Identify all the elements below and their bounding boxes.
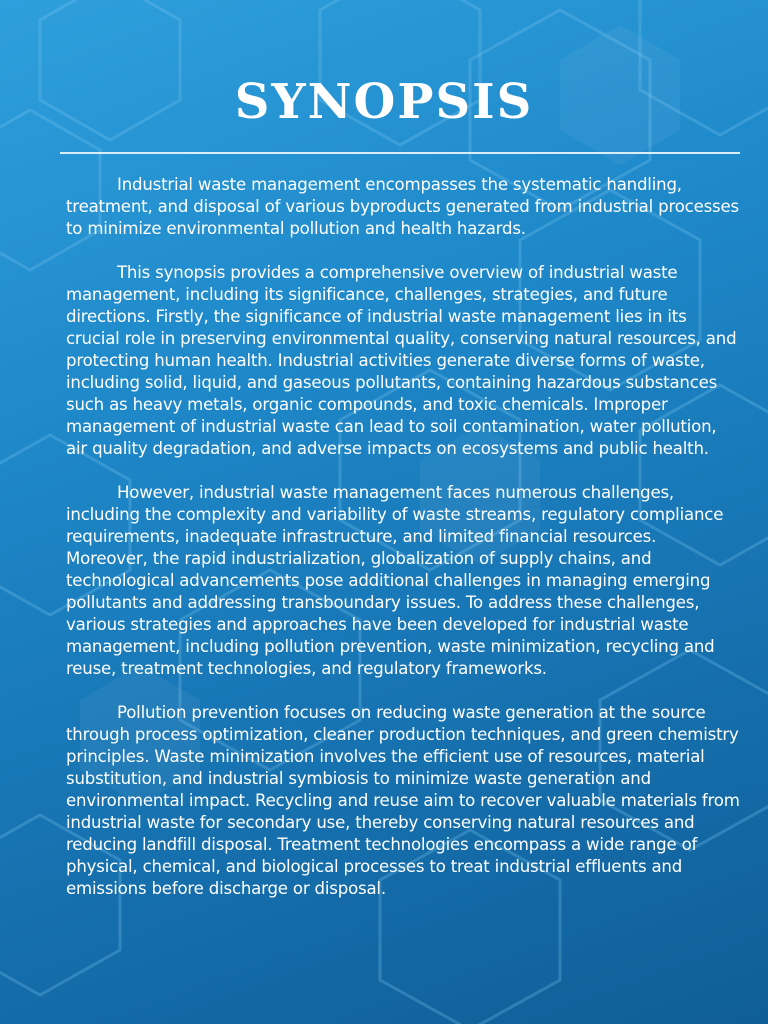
title-divider: [60, 152, 740, 154]
paragraph: However, industrial waste management faces numerous challenges, including the complexity and variability of waste streams, regulatory compliance requirements, inadequate infrastructure, and limited financial resources. Moreover, the rapid industrialization, globalization of supply chains, and technological advancements pose additional challenges in managing emerging pollutants and addressing transboundary issues. To address these challenges, various strategies and approaches have been developed for industrial waste management, including pollution prevention, waste minimization, recycling and reuse, treatment technologies, and regulatory frameworks.: [66, 483, 724, 678]
paragraph: Industrial waste management encompasses the systematic handling, treatment, and disposal of various byproducts generated from industrial processes to minimize environmental pollution and health hazards.: [66, 175, 739, 238]
paragraph: Pollution prevention focuses on reducing waste generation at the source through process optimization, cleaner production techniques, and green chemistry principles. Waste minimization involves the efficient use of resources, material substitution, and industrial symbiosis to minimize waste generation and environmental impact. Recycling and reuse aim to recover valuable materials from industrial waste for secondary use, thereby conserving natural resources and reducing landfill disposal. Treatment technologies encompass a wide range of physical, chemical, and biological processes to treat industrial effluents and emissions before discharge or disposal.: [66, 703, 740, 898]
synopsis-body: [66, 174, 742, 900]
paragraph: This synopsis provides a comprehensive overview of industrial waste management, including its significance, challenges, strategies, and future directions. Firstly, the significance of industrial waste management lies in its crucial role in preserving environmental quality, conserving natural resources, and protecting human health. Industrial activities generate diverse forms of waste, including solid, liquid, and gaseous pollutants, containing hazardous substances such as heavy metals, organic compounds, and toxic chemicals. Improper management of industrial waste can lead to soil contamination, water pollution, air quality degradation, and adverse impacts on ecosystems and public health.: [66, 263, 737, 458]
page-title: SYNOPSIS: [234, 74, 534, 130]
